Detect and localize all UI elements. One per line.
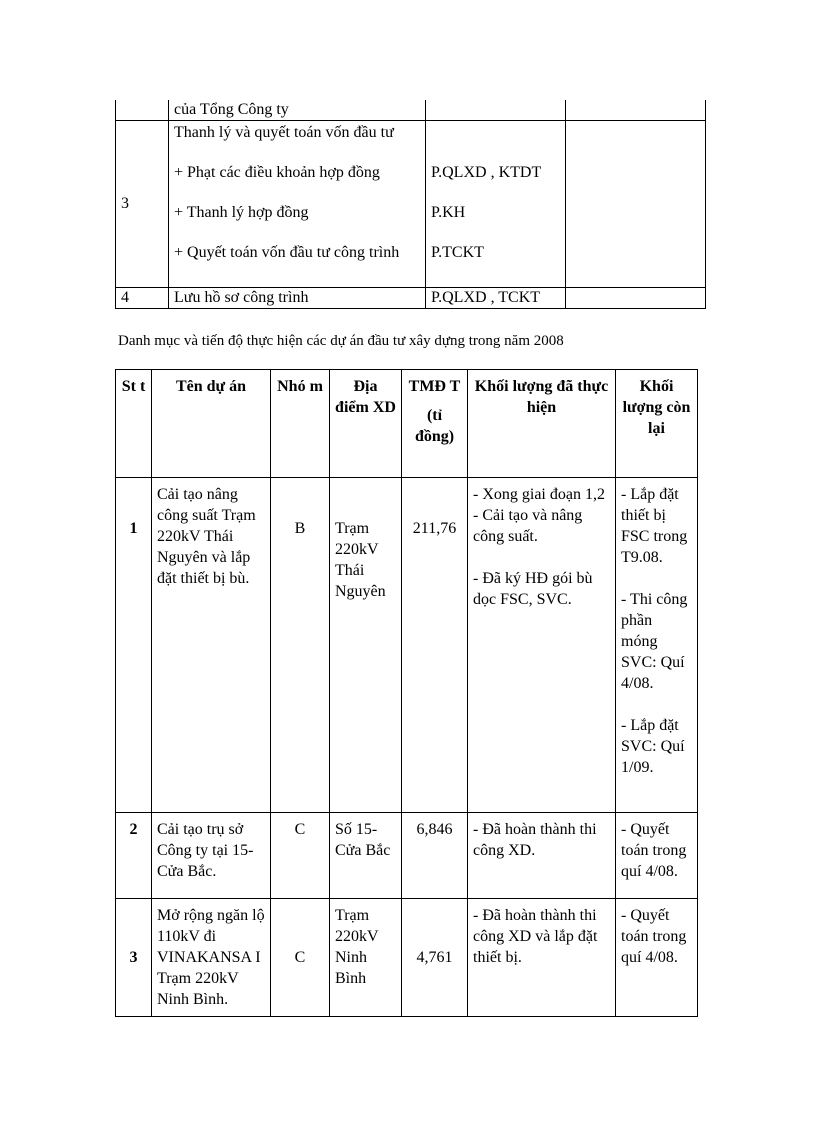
task-title: Thanh lý và quyết toán vốn đầu tư	[174, 124, 394, 141]
stt-cell: 2	[116, 813, 152, 899]
unit-value: P.KH	[431, 204, 466, 221]
task-cell: của Tổng Công ty	[169, 100, 426, 121]
table-row	[116, 100, 706, 121]
stt-cell: 3	[116, 121, 169, 288]
table-row	[116, 288, 706, 309]
header-location: Địa điểm XD	[330, 370, 402, 478]
task-item: + Phạt các điều khoản hợp đồng	[174, 164, 380, 181]
unit-value: P.TCKT	[431, 244, 484, 261]
group-cell: C	[271, 899, 330, 1017]
table-caption: Danh mục và tiến độ thực hiện các dự án đầu tư xây dựng trong năm 2008	[118, 333, 564, 349]
location-cell: Số 15- Cửa Bắc	[330, 813, 402, 899]
done-item: - Đã ký HĐ gói bù dọc FSC, SVC.	[473, 570, 593, 608]
name-cell: Cải tạo nâng công suất Trạm 220kV Thái Nguyên và lắp đặt thiết bị bù.	[152, 478, 271, 813]
stt-cell: 1	[116, 478, 152, 813]
remaining-cell	[616, 478, 698, 813]
header-remaining: Khối lượng còn lại	[616, 370, 698, 478]
location-cell: Trạm 220kV Thái Nguyên	[330, 478, 402, 813]
header-tmdt-unit: (tỉ đồng)	[414, 407, 455, 445]
header-done: Khối lượng đã thực hiện	[468, 370, 616, 478]
projects-table	[115, 369, 698, 1017]
table-row	[116, 478, 698, 813]
remaining-item: - Thi công phần móng SVC: Quí 4/08.	[621, 591, 688, 692]
header-group: Nhó m	[271, 370, 330, 478]
stt-cell: 3	[116, 899, 152, 1017]
table-row	[116, 813, 698, 899]
group-cell: B	[271, 478, 330, 813]
stt-cell	[116, 100, 169, 121]
header-row	[116, 370, 698, 478]
tmdt-cell: 211,76	[402, 478, 468, 813]
unit-cell	[426, 100, 566, 121]
task-item: + Thanh lý hợp đồng	[174, 204, 309, 221]
location-cell: Trạm 220kV Ninh Bình	[330, 899, 402, 1017]
remaining-item: - Lắp đặt SVC: Quí 1/09.	[621, 717, 685, 776]
task-table	[115, 100, 706, 309]
remaining-cell: - Quyết toán trong quí 4/08.	[616, 813, 698, 899]
note-cell	[566, 121, 706, 288]
note-cell	[566, 288, 706, 309]
remaining-item: - Lắp đặt thiết bị FSC trong T9.08.	[621, 486, 688, 566]
unit-cell: P.QLXD , TCKT	[426, 288, 566, 309]
stt-cell: 4	[116, 288, 169, 309]
tmdt-cell: 4,761	[402, 899, 468, 1017]
table-row	[116, 899, 698, 1017]
done-cell	[468, 478, 616, 813]
done-cell: - Đã hoàn thành thi công XD.	[468, 813, 616, 899]
table-row	[116, 121, 706, 288]
remaining-cell: - Quyết toán trong quí 4/08.	[616, 899, 698, 1017]
note-cell	[566, 100, 706, 121]
tmdt-cell: 6,846	[402, 813, 468, 899]
header-stt: St t	[116, 370, 152, 478]
name-cell: Mở rộng ngăn lộ 110kV đi VINAKANSA I Trạm 220kV Ninh Bình.	[152, 899, 271, 1017]
unit-cell	[426, 121, 566, 288]
task-item: + Quyết toán vốn đầu tư công trình	[174, 244, 400, 261]
header-tmdt	[402, 370, 468, 478]
header-name: Tên dự án	[152, 370, 271, 478]
task-cell: Lưu hồ sơ công trình	[169, 288, 426, 309]
task-cell	[169, 121, 426, 288]
unit-value: P.QLXD , KTDT	[431, 164, 542, 181]
header-tmdt-label: TMĐ T	[408, 378, 461, 395]
done-cell: - Đã hoàn thành thi công XD và lắp đặt thiết bị.	[468, 899, 616, 1017]
name-cell: Cải tạo trụ sở Công ty tại 15- Cửa Bắc.	[152, 813, 271, 899]
group-cell: C	[271, 813, 330, 899]
done-item: - Xong giai đoạn 1,2 - Cải tạo và nâng công suất.	[473, 486, 605, 545]
